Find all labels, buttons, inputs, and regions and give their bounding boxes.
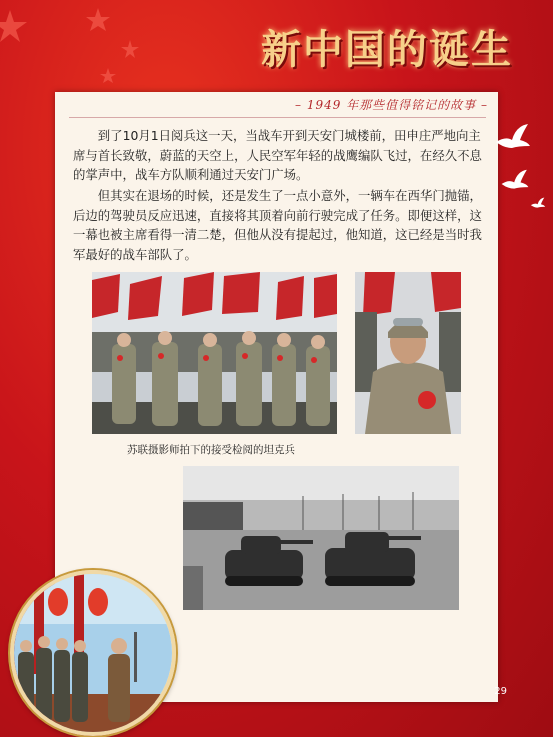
subtitle-divider	[69, 117, 486, 118]
panel-subtitle: – 1949 年那些值得铭记的故事 –	[295, 98, 488, 112]
tank-soldier-portrait	[355, 272, 461, 434]
tanks-parade-photo	[183, 466, 459, 610]
paragraph-1: 到了10月1日阅兵这一天，当战车开到天安门城楼前，田申庄严地向主席与首长致敬，蔚蓝的天空上，人民空军年轻的战鹰编队飞过，在经久不息的掌声中，战车方队顺利通过天安门广场。	[73, 128, 482, 182]
dove-icon	[494, 122, 532, 152]
dove-icon	[530, 196, 546, 210]
dove-icon	[500, 168, 530, 192]
page-number: 29	[494, 686, 507, 697]
photo-caption: 苏联摄影师拍下的接受检阅的坦克兵	[127, 444, 295, 456]
paragraph-2: 但其实在退场的时候，还是发生了一点小意外，一辆车在西华门抛锚，后边的驾驶员反应迅速，直接将其顶着向前行驶完成了任务。即便这样，这一幕也被主席看得一清二楚，但他从没有提起过，他知道，这已经是当时我军最好的战车部队了。	[73, 188, 482, 262]
founding-ceremony-medallion	[10, 570, 176, 736]
tank-soldiers-photo	[92, 272, 337, 434]
page-title: 新中国的诞生	[261, 26, 513, 73]
